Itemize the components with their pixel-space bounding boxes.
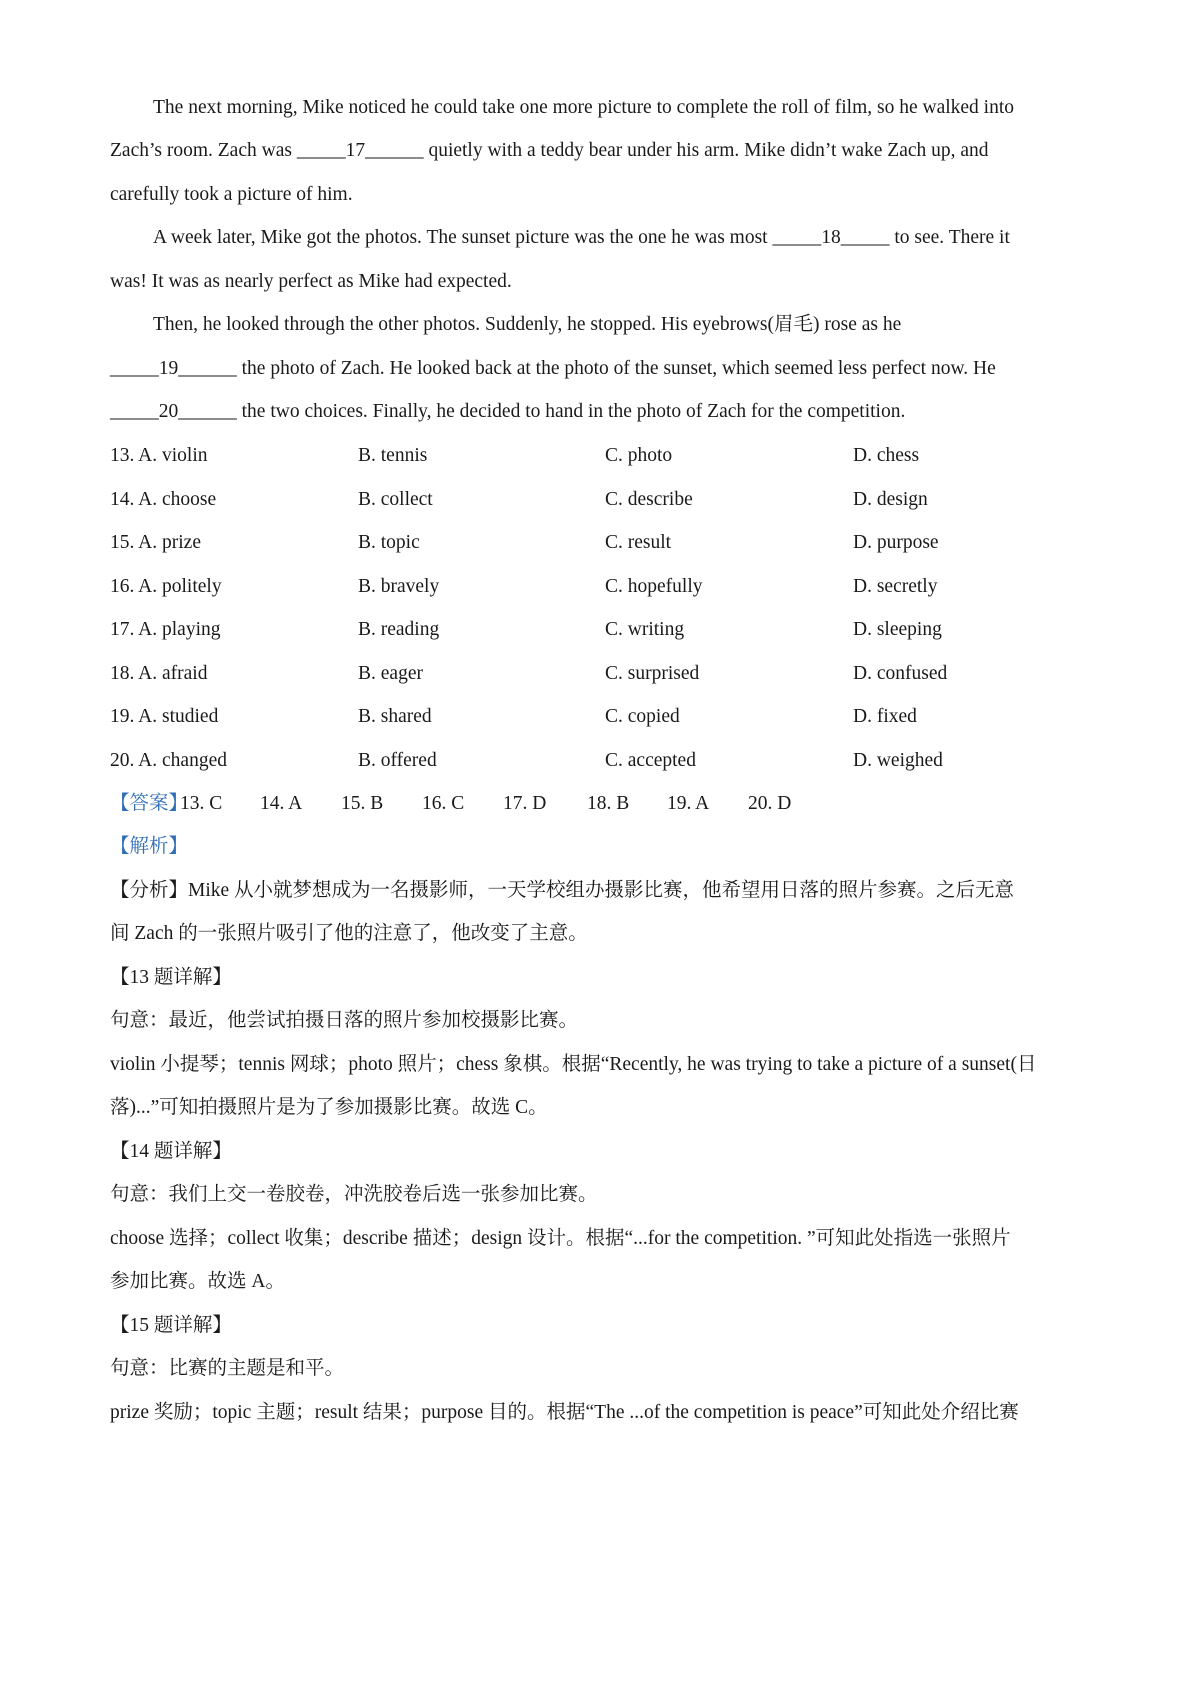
detail-heading: 【14 题详解】	[110, 1141, 232, 1162]
option-d: D. chess	[853, 445, 920, 466]
detail-explanation: choose 选择；collect 收集；describe 描述；design 设计。根据“...for the competition. ”可知此处指选一张照片	[110, 1228, 1011, 1249]
option-d: D. confused	[853, 663, 948, 684]
detail-heading: 【13 题详解】	[110, 967, 232, 988]
option-a: 17. A. playing	[110, 619, 221, 640]
option-d: D. weighed	[853, 750, 943, 771]
option-row	[110, 443, 1100, 469]
option-a: 19. A. studied	[110, 706, 219, 727]
analysis-line: 间 Zach 的一张照片吸引了他的注意了，他改变了主意。	[110, 923, 588, 944]
story-text: the photo of Zach. He looked back at the photo of the sunset, which seemed less perfect now. He	[236, 358, 996, 379]
answer-item: 16. C	[422, 793, 465, 814]
analysis-line: 【分析】Mike 从小就梦想成为一名摄影师，一天学校组办摄影比赛，他希望用日落的照片参赛。之后无意	[110, 880, 1015, 901]
story-text: Zach’s room. Zach was	[110, 140, 297, 161]
option-a: 15. A. prize	[110, 532, 201, 553]
story-line: carefully took a picture of him.	[110, 184, 353, 205]
option-c: C. surprised	[605, 663, 700, 684]
option-row	[110, 704, 1100, 730]
story-line: The next morning, Mike noticed he could take one more picture to complete the roll of film, so he walked into	[153, 97, 1015, 118]
story-line	[110, 399, 905, 425]
answer-item: 18. B	[587, 793, 630, 814]
answer-item: 17. D	[503, 793, 547, 814]
option-c: C. hopefully	[605, 576, 703, 597]
story-text: to see. There it	[889, 227, 1010, 248]
option-b: B. bravely	[358, 576, 440, 597]
story-line	[153, 225, 1010, 251]
detail-explanation: 参加比赛。故选 A。	[110, 1271, 285, 1292]
story-line	[110, 138, 989, 164]
detail-explanation: 落)...”可知拍摄照片是为了参加摄影比赛。故选 C。	[110, 1097, 548, 1118]
answer-label: 【答案】	[110, 793, 189, 814]
option-row	[110, 748, 1100, 774]
option-c: C. result	[605, 532, 672, 553]
blank-17: _____17______	[296, 140, 424, 161]
detail-meaning: 句意：比赛的主题是和平。	[110, 1358, 345, 1379]
story-line	[110, 356, 996, 382]
answer-item: 19. A	[667, 793, 710, 814]
option-d: D. purpose	[853, 532, 939, 553]
story-text: quietly with a teddy bear under his arm. Mike didn’t wake Zach up, and	[423, 140, 989, 161]
option-b: B. shared	[358, 706, 432, 727]
answer-item: 14. A	[260, 793, 303, 814]
option-a: 16. A. politely	[110, 576, 222, 597]
option-row	[110, 574, 1100, 600]
option-b: B. eager	[358, 663, 423, 684]
option-d: D. secretly	[853, 576, 938, 597]
option-b: B. offered	[358, 750, 437, 771]
story-text: A week later, Mike got the photos. The sunset picture was the one he was most	[153, 227, 773, 248]
blank-20: _____20______	[110, 401, 237, 422]
blank-19: _____19______	[110, 358, 237, 379]
option-d: D. design	[853, 489, 928, 510]
option-c: C. photo	[605, 445, 673, 466]
option-row	[110, 617, 1100, 643]
option-row	[110, 530, 1100, 556]
detail-explanation: prize 奖励；topic 主题；result 结果；purpose 目的。根据“The ...of the competition is peace”可知此处介绍比赛	[110, 1402, 1019, 1423]
answer-item: 13. C	[180, 793, 223, 814]
option-a: 18. A. afraid	[110, 663, 208, 684]
analysis-label: 【解析】	[110, 836, 189, 857]
option-b: B. topic	[358, 532, 420, 553]
option-b: B. reading	[358, 619, 440, 640]
option-c: C. describe	[605, 489, 693, 510]
option-row	[110, 661, 1100, 687]
option-row	[110, 487, 1100, 513]
answer-row	[110, 791, 1100, 817]
option-d: D. sleeping	[853, 619, 942, 640]
answer-item: 15. B	[341, 793, 384, 814]
option-a: 20. A. changed	[110, 750, 227, 771]
blank-18: _____18_____	[772, 227, 890, 248]
story-line: was! It was as nearly perfect as Mike had expected.	[110, 271, 512, 292]
detail-heading: 【15 题详解】	[110, 1315, 232, 1336]
option-c: C. copied	[605, 706, 680, 727]
story-line: Then, he looked through the other photos. Suddenly, he stopped. His eyebrows(眉毛) rose as he	[153, 314, 902, 335]
story-text: the two choices. Finally, he decided to hand in the photo of Zach for the competition.	[236, 401, 906, 422]
option-c: C. writing	[605, 619, 685, 640]
answer-item: 20. D	[748, 793, 792, 814]
detail-explanation: violin 小提琴；tennis 网球；photo 照片；chess 象棋。根据“Recently, he was trying to take a picture of a sunset(日	[110, 1054, 1037, 1075]
detail-meaning: 句意：我们上交一卷胶卷，冲洗胶卷后选一张参加比赛。	[110, 1184, 598, 1205]
option-a: 13. A. violin	[110, 445, 208, 466]
option-d: D. fixed	[853, 706, 917, 727]
option-b: B. collect	[358, 489, 433, 510]
option-a: 14. A. choose	[110, 489, 217, 510]
option-c: C. accepted	[605, 750, 696, 771]
option-b: B. tennis	[358, 445, 428, 466]
detail-meaning: 句意：最近，他尝试拍摄日落的照片参加校摄影比赛。	[110, 1010, 579, 1031]
